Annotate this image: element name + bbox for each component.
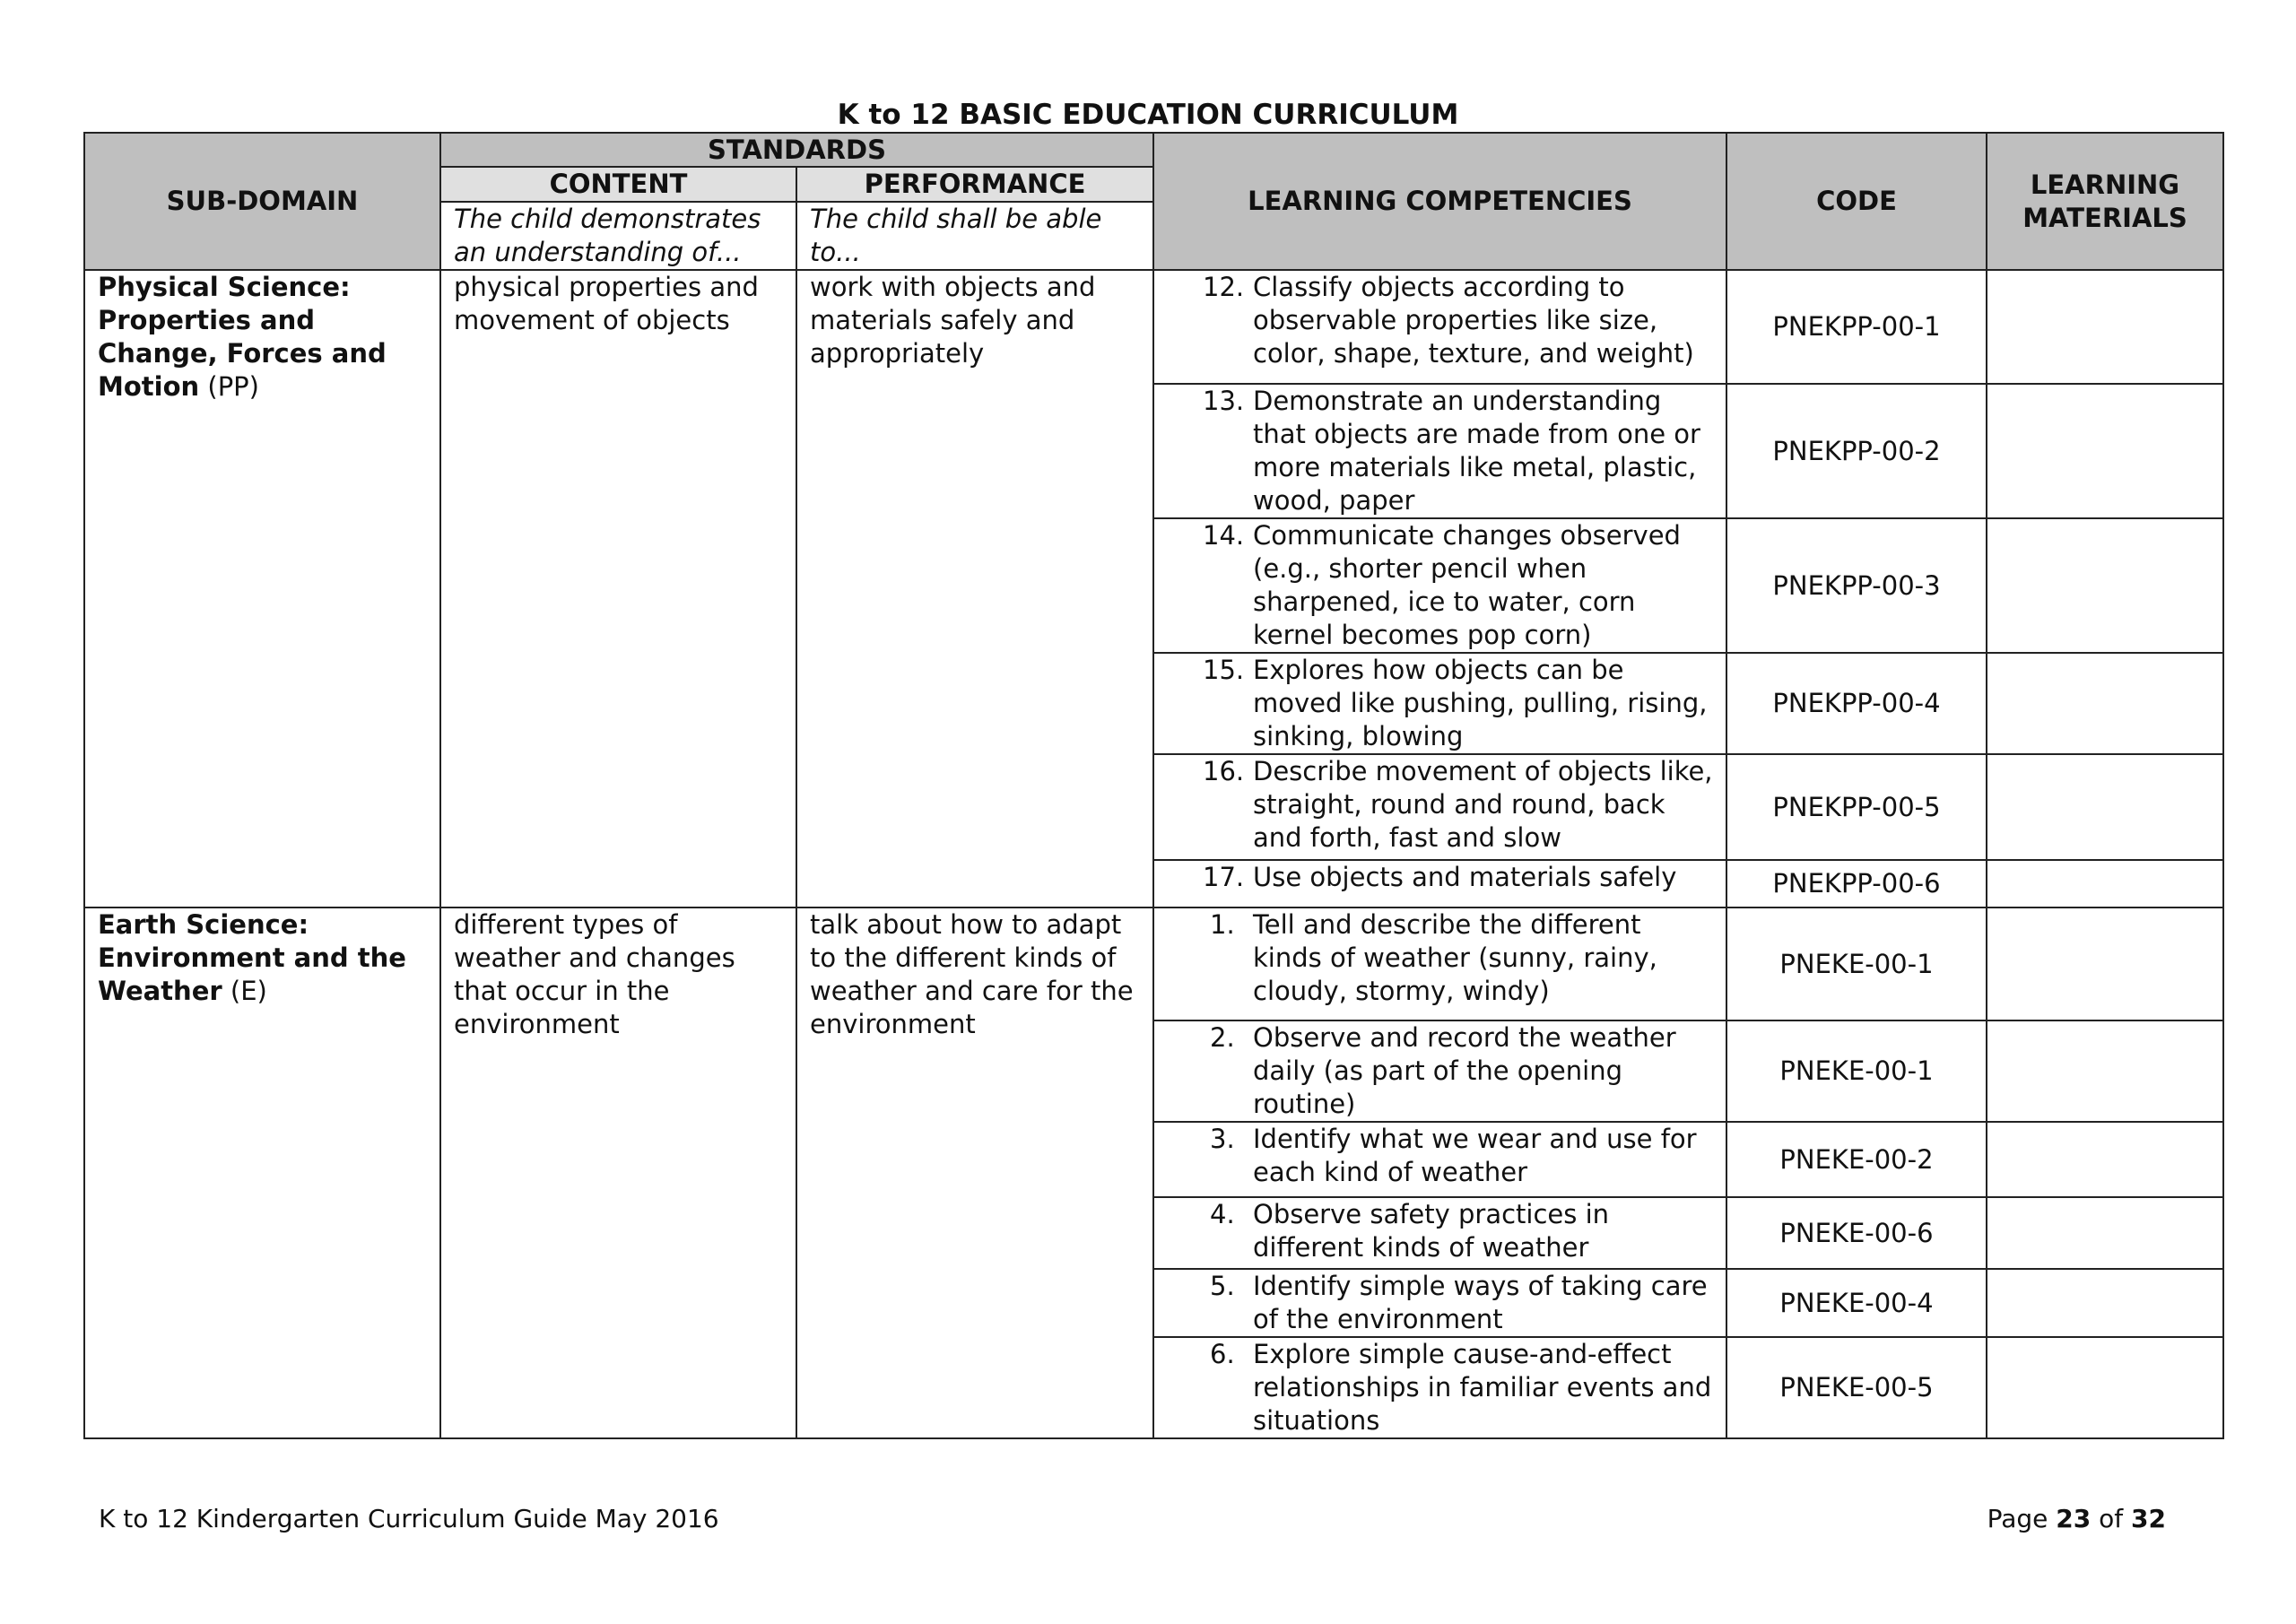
competency-text: Observe safety practices in different kinds of weather bbox=[1253, 1199, 1610, 1263]
curriculum-table bbox=[83, 132, 2224, 1439]
sub-domain-code: (E) bbox=[222, 976, 267, 1006]
header-code: CODE bbox=[1726, 133, 1987, 270]
learning-materials-cell bbox=[1987, 384, 2223, 518]
competency-code: PNEKE-00-2 bbox=[1726, 1122, 1987, 1197]
learning-materials-cell bbox=[1987, 653, 2223, 754]
sub-domain-cell bbox=[84, 270, 440, 908]
competency-text: Identify simple ways of taking care of the environment bbox=[1253, 1271, 1708, 1334]
competency-cell bbox=[1153, 384, 1726, 518]
header-performance-description: The child shall be able to... bbox=[796, 202, 1153, 270]
learning-materials-cell bbox=[1987, 270, 2223, 384]
competency-cell bbox=[1153, 1269, 1726, 1337]
competency-cell bbox=[1153, 1020, 1726, 1122]
competency-number: 14. bbox=[1203, 520, 1245, 551]
competency-code: PNEKE-00-1 bbox=[1726, 1020, 1987, 1122]
competency-text: Demonstrate an understanding that objects are made from one or more materials like metal, plastic, wood, paper bbox=[1253, 386, 1700, 516]
performance-standard-cell: work with objects and materials safely and appropriately bbox=[796, 270, 1153, 908]
competency-text: Observe and record the weather daily (as part of the opening routine) bbox=[1253, 1022, 1676, 1119]
page-separator: of bbox=[2091, 1504, 2132, 1533]
competency-number: 16. bbox=[1203, 756, 1245, 786]
competency-code: PNEKPP-00-3 bbox=[1726, 518, 1987, 653]
competency-number: 12. bbox=[1203, 272, 1245, 302]
footer-document-name: K to 12 Kindergarten Curriculum Guide May 2016 bbox=[99, 1504, 719, 1533]
competency-code: PNEKPP-00-5 bbox=[1726, 754, 1987, 860]
competency-number: 5. bbox=[1210, 1271, 1235, 1301]
sub-domain-name: Earth Science: Environment and the Weather bbox=[98, 909, 406, 1006]
competency-code: PNEKE-00-6 bbox=[1726, 1197, 1987, 1269]
footer-page-number bbox=[1987, 1503, 2166, 1535]
competency-code: PNEKPP-00-6 bbox=[1726, 860, 1987, 908]
competency-cell bbox=[1153, 908, 1726, 1020]
learning-materials-cell bbox=[1987, 860, 2223, 908]
header-performance: PERFORMANCE bbox=[796, 167, 1153, 202]
competency-cell bbox=[1153, 860, 1726, 908]
competency-code: PNEKPP-00-2 bbox=[1726, 384, 1987, 518]
header-learning-materials: LEARNING MATERIALS bbox=[1987, 133, 2223, 270]
learning-materials-cell bbox=[1987, 754, 2223, 860]
competency-cell bbox=[1153, 1197, 1726, 1269]
competency-number: 15. bbox=[1203, 655, 1245, 685]
competency-code: PNEKE-00-4 bbox=[1726, 1269, 1987, 1337]
competency-number: 17. bbox=[1203, 862, 1245, 892]
competency-cell bbox=[1153, 518, 1726, 653]
learning-materials-cell bbox=[1987, 1269, 2223, 1337]
competency-code: PNEKE-00-1 bbox=[1726, 908, 1987, 1020]
learning-materials-cell bbox=[1987, 1122, 2223, 1197]
sub-domain-code: (PP) bbox=[199, 371, 259, 402]
sub-domain-name: Physical Science: Properties and Change, Forces and Motion bbox=[98, 272, 387, 402]
competency-text: Explores how objects can be moved like pushing, pulling, rising, sinking, blowing bbox=[1253, 655, 1708, 751]
content-standard-cell: different types of weather and changes that occur in the environment bbox=[440, 908, 796, 1438]
competency-number: 13. bbox=[1203, 386, 1245, 416]
header-learning-competencies: LEARNING COMPETENCIES bbox=[1153, 133, 1726, 270]
competency-text: Explore simple cause-and-effect relationships in familiar events and situations bbox=[1253, 1339, 1712, 1436]
competency-text: Identify what we wear and use for each kind of weather bbox=[1253, 1124, 1697, 1187]
competency-cell bbox=[1153, 754, 1726, 860]
competency-text: Classify objects according to observable properties like size, color, shape, texture, and weight) bbox=[1253, 272, 1694, 369]
competency-number: 6. bbox=[1210, 1339, 1235, 1369]
competency-code: PNEKPP-00-4 bbox=[1726, 653, 1987, 754]
page-total: 32 bbox=[2131, 1504, 2166, 1533]
learning-materials-cell bbox=[1987, 908, 2223, 1020]
performance-standard-cell: talk about how to adapt to the different kinds of weather and care for the environment bbox=[796, 908, 1153, 1438]
competency-number: 3. bbox=[1210, 1124, 1235, 1154]
header-sub-domain: SUB-DOMAIN bbox=[84, 133, 440, 270]
competency-text: Describe movement of objects like, straight, round and round, back and forth, fast and slow bbox=[1253, 756, 1713, 853]
learning-materials-cell bbox=[1987, 1337, 2223, 1438]
learning-materials-cell bbox=[1987, 518, 2223, 653]
competency-text: Tell and describe the different kinds of weather (sunny, rainy, cloudy, stormy, windy) bbox=[1253, 909, 1657, 1006]
competency-text: Communicate changes observed (e.g., shorter pencil when sharpened, ice to water, corn kernel becomes pop corn) bbox=[1253, 520, 1681, 650]
competency-cell bbox=[1153, 270, 1726, 384]
content-standard-cell: physical properties and movement of objects bbox=[440, 270, 796, 908]
competency-code: PNEKPP-00-1 bbox=[1726, 270, 1987, 384]
page-current: 23 bbox=[2056, 1504, 2092, 1533]
competency-number: 2. bbox=[1210, 1022, 1235, 1053]
header-content: CONTENT bbox=[440, 167, 796, 202]
learning-materials-cell bbox=[1987, 1197, 2223, 1269]
competency-cell bbox=[1153, 1122, 1726, 1197]
sub-domain-cell bbox=[84, 908, 440, 1438]
header-standards: STANDARDS bbox=[440, 133, 1153, 167]
learning-materials-cell bbox=[1987, 1020, 2223, 1122]
header-content-description: The child demonstrates an understanding of... bbox=[440, 202, 796, 270]
competency-number: 4. bbox=[1210, 1199, 1235, 1229]
competency-cell bbox=[1153, 1337, 1726, 1438]
competency-code: PNEKE-00-5 bbox=[1726, 1337, 1987, 1438]
competency-cell bbox=[1153, 653, 1726, 754]
page-prefix: Page bbox=[1987, 1504, 2057, 1533]
document-title: K to 12 BASIC EDUCATION CURRICULUM bbox=[837, 99, 1459, 131]
competency-number: 1. bbox=[1210, 909, 1235, 940]
competency-text: Use objects and materials safely bbox=[1253, 862, 1677, 892]
